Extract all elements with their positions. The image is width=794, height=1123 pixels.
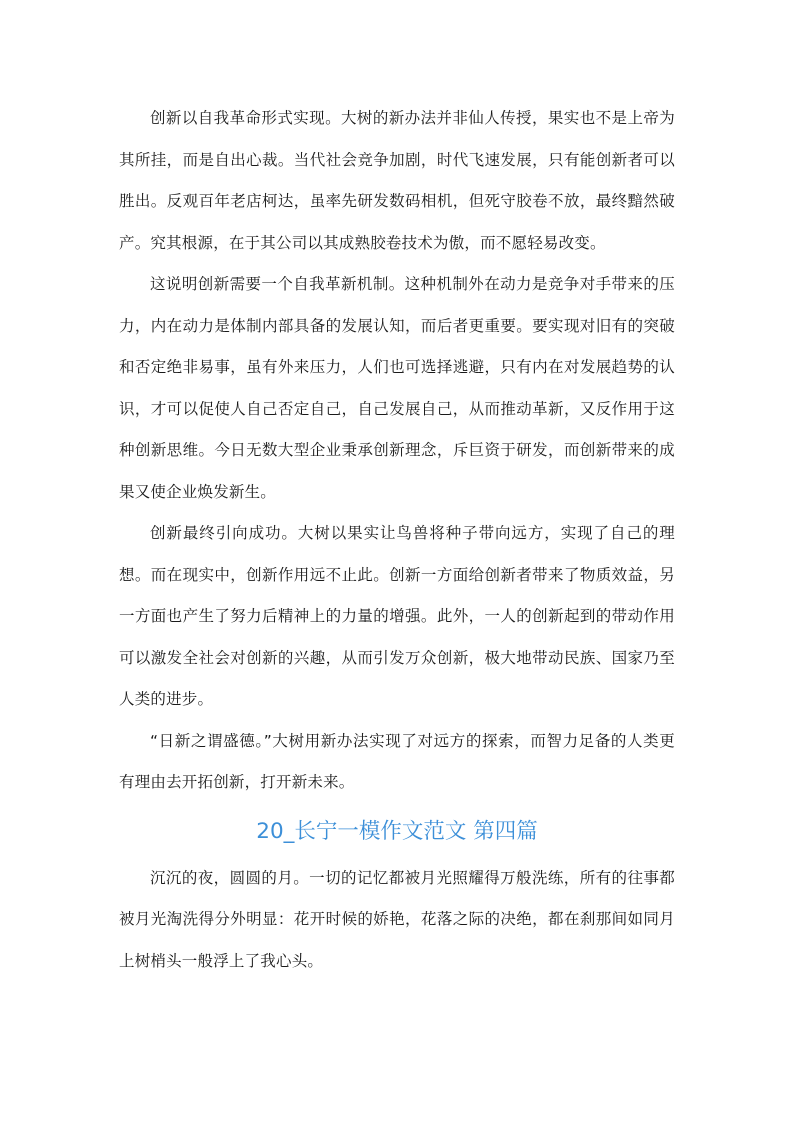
paragraph-moonlit-night: 沉沉的夜，圆圆的月。一切的记忆都被月光照耀得万般洗练，所有的往事都被月光淘洗得分外明显：花开时候的娇艳，花落之际的决绝，都在刹那间如同月上树梢头一般浮上了我心头。 xyxy=(119,868,675,970)
section-heading: 20_长宁一模作文范文 第四篇 xyxy=(256,818,538,844)
document-body xyxy=(119,98,675,982)
paragraph-self-renewal-mechanism: 这说明创新需要一个自我革新机制。这种机制外在动力是竞争对手带来的压力，内在动力是体制内部具备的发展认知，而后者更重要。要实现对旧有的突破和否定绝非易事，虽有外来压力，人们也可选择逃避，只有内在对发展趋势的认识，才可以促使人自己否定自己，自己发展自己，从而推动革新，又反作用于这种创新思维。今日无数大型企业秉承创新理念，斥巨资于研发，而创新带来的成果又使企业焕发新生。 xyxy=(119,275,675,501)
paragraph-innovation-leads-to-success: 创新最终引向成功。大树以果实让鸟兽将种子带向远方，实现了自己的理想。而在现实中，创新作用远不止此。创新一方面给创新者带来了物质效益，另一方面也产生了努力后精神上的力量的增强。此外，一人的创新起到的带动作用可以激发全社会对创新的兴趣，从而引发万众创新，极大地带动民族、国家乃至人类的进步。 xyxy=(119,524,675,708)
paragraph-innovation-self-revolution: 创新以自我革命形式实现。大树的新办法并非仙人传授，果实也不是上帝为其所挂，而是自出心裁。当代社会竞争加剧，时代飞速发展，只有能创新者可以胜出。反观百年老店柯达，虽率先研发数码相机，但死守胶卷不放，最终黯然破产。究其根源，在于其公司以其成熟胶卷技术为傲，而不愿轻易改变。 xyxy=(119,109,675,252)
paragraph-conclusion: “日新之谓盛德。”大树用新办法实现了对远方的探索，而智力足备的人类更有理由去开拓创新，打开新未来。 xyxy=(119,731,675,791)
